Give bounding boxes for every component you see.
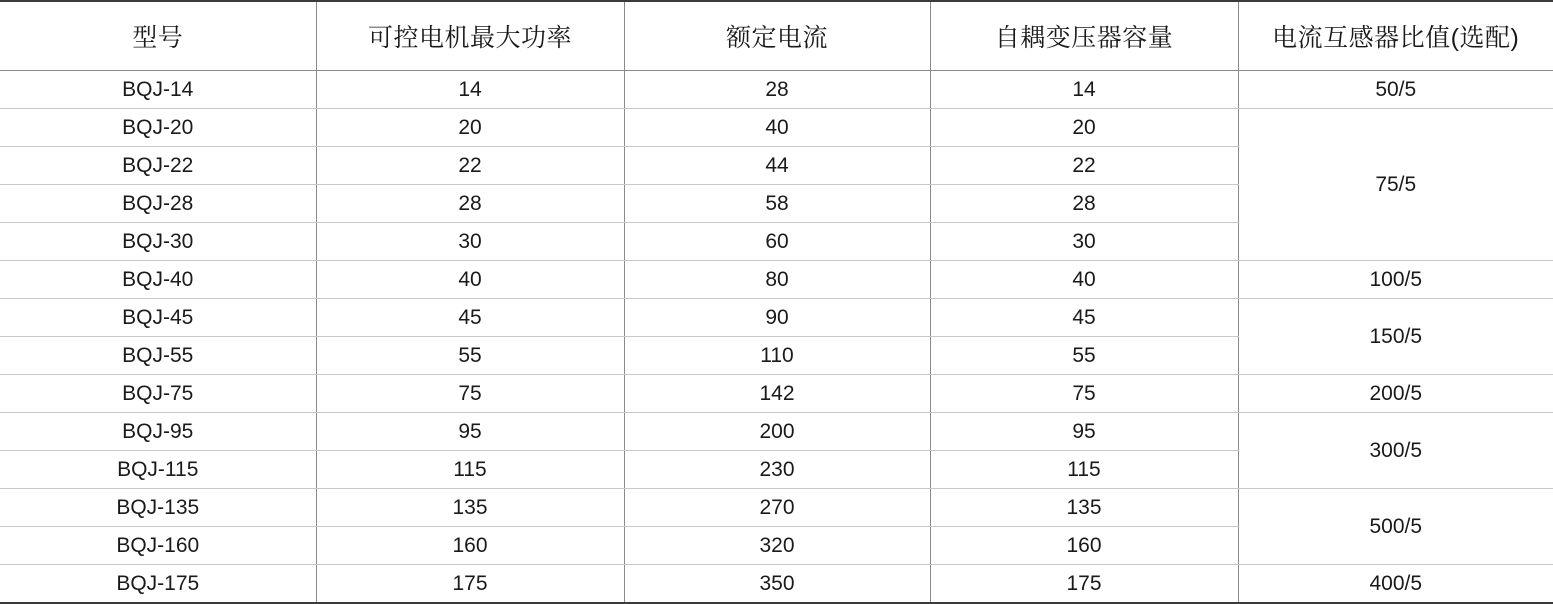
cell-rated-current: 320	[624, 527, 930, 565]
cell-rated-current: 58	[624, 185, 930, 223]
cell-transformer-capacity: 14	[930, 71, 1238, 109]
cell-ct-ratio: 300/5	[1238, 413, 1553, 489]
cell-transformer-capacity: 115	[930, 451, 1238, 489]
cell-transformer-capacity: 20	[930, 109, 1238, 147]
cell-rated-current: 200	[624, 413, 930, 451]
cell-rated-current: 40	[624, 109, 930, 147]
cell-ct-ratio: 500/5	[1238, 489, 1553, 565]
cell-model: BQJ-95	[0, 413, 316, 451]
cell-rated-current: 44	[624, 147, 930, 185]
cell-model: BQJ-160	[0, 527, 316, 565]
cell-transformer-capacity: 160	[930, 527, 1238, 565]
table-row	[0, 71, 1553, 109]
cell-rated-current: 270	[624, 489, 930, 527]
table-row	[0, 565, 1553, 604]
cell-model: BQJ-22	[0, 147, 316, 185]
cell-rated-current: 110	[624, 337, 930, 375]
cell-max-power: 28	[316, 185, 624, 223]
column-header-rated-current: 额定电流	[624, 1, 930, 71]
column-header-model: 型号	[0, 1, 316, 71]
cell-max-power: 95	[316, 413, 624, 451]
cell-max-power: 22	[316, 147, 624, 185]
cell-max-power: 115	[316, 451, 624, 489]
cell-transformer-capacity: 75	[930, 375, 1238, 413]
table-row	[0, 109, 1553, 147]
cell-rated-current: 60	[624, 223, 930, 261]
cell-model: BQJ-40	[0, 261, 316, 299]
cell-max-power: 55	[316, 337, 624, 375]
cell-ct-ratio: 75/5	[1238, 109, 1553, 261]
cell-model: BQJ-30	[0, 223, 316, 261]
cell-max-power: 14	[316, 71, 624, 109]
cell-transformer-capacity: 175	[930, 565, 1238, 604]
cell-ct-ratio: 150/5	[1238, 299, 1553, 375]
cell-rated-current: 350	[624, 565, 930, 604]
cell-model: BQJ-20	[0, 109, 316, 147]
cell-rated-current: 142	[624, 375, 930, 413]
cell-ct-ratio: 50/5	[1238, 71, 1553, 109]
table-row	[0, 299, 1553, 337]
column-header-ct-ratio: 电流互感器比值(选配)	[1238, 1, 1553, 71]
cell-rated-current: 80	[624, 261, 930, 299]
table-header	[0, 1, 1553, 71]
cell-transformer-capacity: 55	[930, 337, 1238, 375]
cell-ct-ratio: 200/5	[1238, 375, 1553, 413]
cell-model: BQJ-115	[0, 451, 316, 489]
table-row	[0, 261, 1553, 299]
cell-transformer-capacity: 135	[930, 489, 1238, 527]
cell-model: BQJ-14	[0, 71, 316, 109]
table-body	[0, 71, 1553, 604]
cell-max-power: 20	[316, 109, 624, 147]
cell-max-power: 45	[316, 299, 624, 337]
table-row	[0, 413, 1553, 451]
cell-model: BQJ-28	[0, 185, 316, 223]
table-header-row	[0, 1, 1553, 71]
cell-transformer-capacity: 45	[930, 299, 1238, 337]
cell-rated-current: 90	[624, 299, 930, 337]
cell-transformer-capacity: 30	[930, 223, 1238, 261]
cell-max-power: 30	[316, 223, 624, 261]
cell-rated-current: 230	[624, 451, 930, 489]
table-row	[0, 375, 1553, 413]
cell-max-power: 75	[316, 375, 624, 413]
cell-transformer-capacity: 95	[930, 413, 1238, 451]
cell-transformer-capacity: 22	[930, 147, 1238, 185]
cell-ct-ratio: 100/5	[1238, 261, 1553, 299]
column-header-transformer-capacity: 自耦变压器容量	[930, 1, 1238, 71]
table-row	[0, 489, 1553, 527]
column-header-max-power: 可控电机最大功率	[316, 1, 624, 71]
cell-rated-current: 28	[624, 71, 930, 109]
cell-max-power: 160	[316, 527, 624, 565]
cell-max-power: 135	[316, 489, 624, 527]
cell-transformer-capacity: 40	[930, 261, 1238, 299]
cell-model: BQJ-75	[0, 375, 316, 413]
cell-max-power: 40	[316, 261, 624, 299]
cell-ct-ratio: 400/5	[1238, 565, 1553, 604]
cell-model: BQJ-55	[0, 337, 316, 375]
cell-model: BQJ-135	[0, 489, 316, 527]
cell-max-power: 175	[316, 565, 624, 604]
cell-transformer-capacity: 28	[930, 185, 1238, 223]
cell-model: BQJ-175	[0, 565, 316, 604]
cell-model: BQJ-45	[0, 299, 316, 337]
